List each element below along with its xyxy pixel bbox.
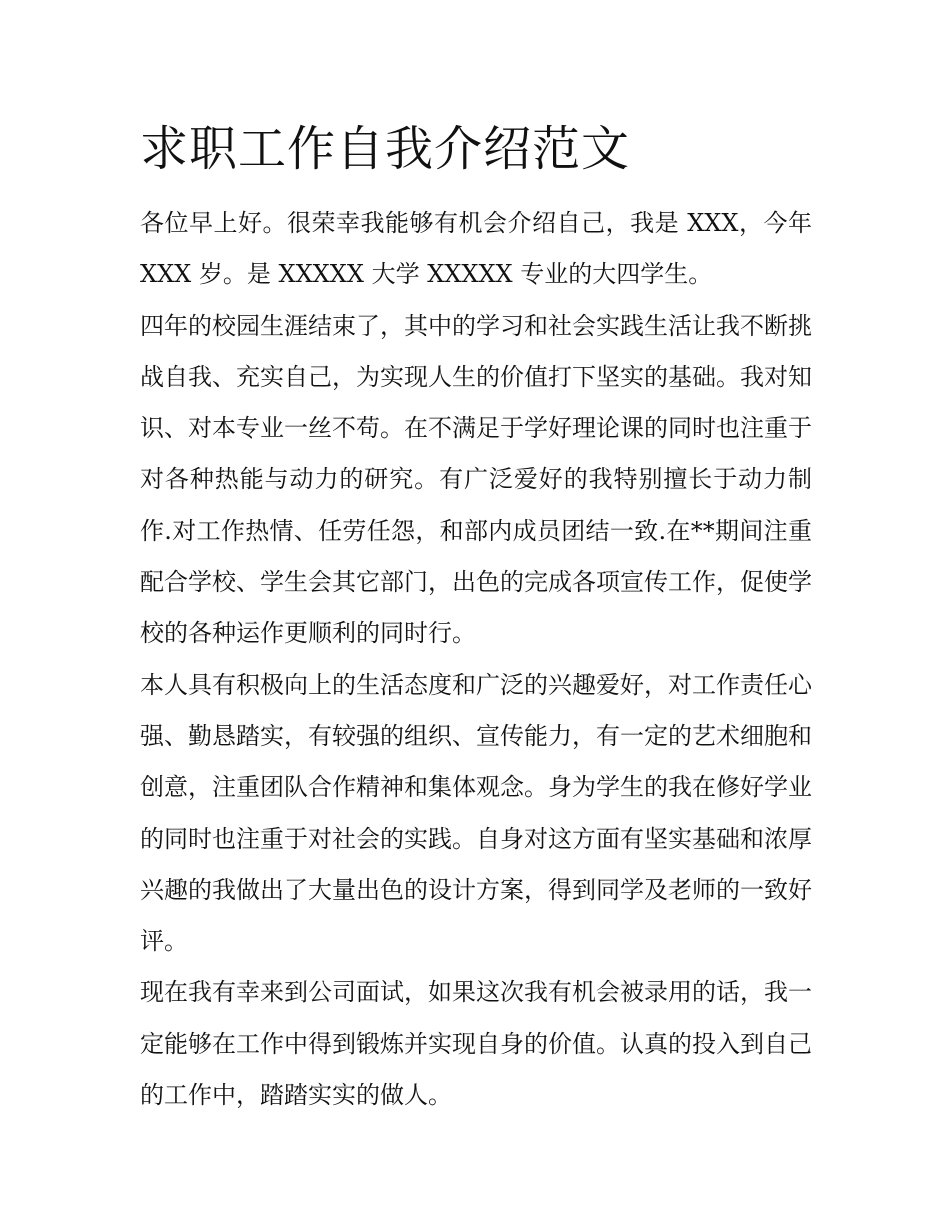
paragraph-closing: 现在我有幸来到公司面试，如果这次我有机会被录用的话，我一定能够在工作中得到锻炼并实现自身的价值。认真的投入到自己的工作中，踏踏实实的做人。 (140, 978, 812, 1110)
paragraph-campus-experience: 四年的校园生涯结束了，其中的学习和社会实践生活让我不断挑战自我、充实自己，为实现人生的价值打下坚实的基础。我对知识、对本专业一丝不苟。在不满足于学好理论课的同时也注重于对各种热能与动力的研究。有广泛爱好的我特别擅长于动力制作.对工作热情、任劳任怨，和部内成员团结一致.在**期间注重配合学校、学生会其它部门，出色的完成各项宣传工作，促使学校的各种运作更顺利的同时行。 (140, 311, 812, 648)
paragraph-personal-qualities: 本人具有积极向上的生活态度和广泛的兴趣爱好，对工作责任心强、勤恳踏实，有较强的组织、宣传能力，有一定的艺术细胞和创意，注重团队合作精神和集体观念。身为学生的我在修好学业的同时也注重于对社会的实践。自身对这方面有坚实基础和浓厚兴趣的我做出了大量出色的设计方案，得到同学及老师的一致好评。 (140, 670, 812, 956)
paragraph-introduction: 各位早上好。很荣幸我能够有机会介绍自己，我是 XXX，今年 XXX 岁。是 XXXXX 大学 XXXXX 专业的大四学生。 (140, 209, 812, 289)
document-title: 求职工作自我介绍范文 (140, 121, 631, 177)
document-body (140, 116, 812, 1121)
